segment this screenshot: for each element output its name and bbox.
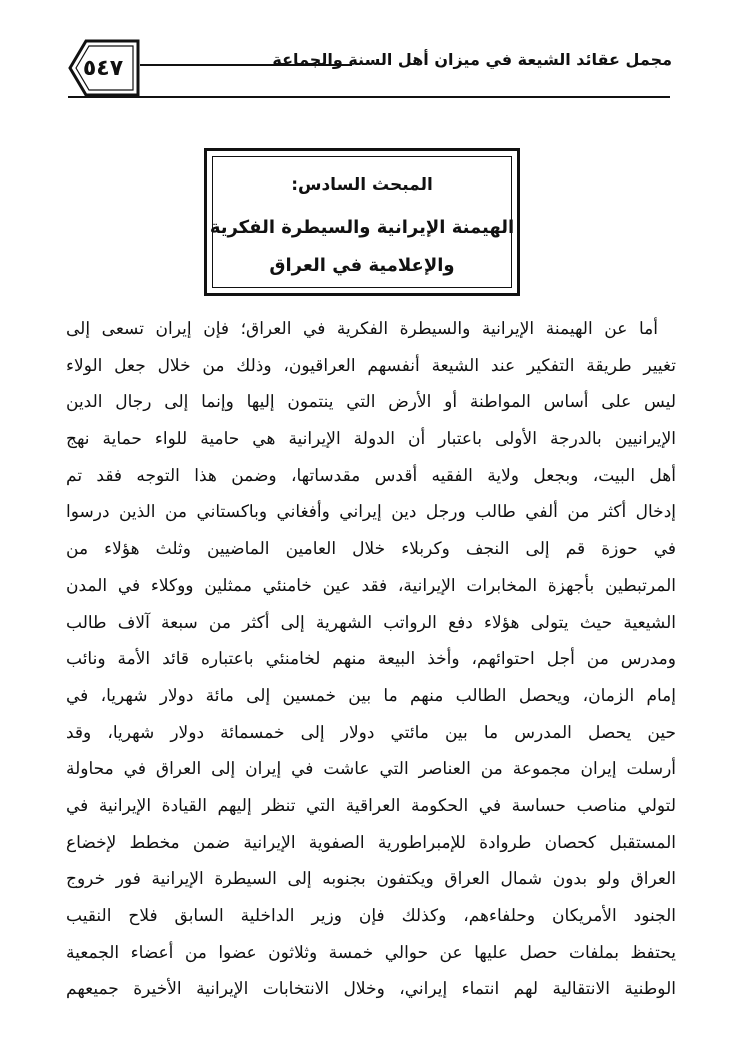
section-heading: المبحث السادس: bbox=[291, 175, 433, 195]
body-line: أرسلت إيران مجموعة من العناصر التي عاشت في إيران إلى العراق في محاولة bbox=[66, 759, 676, 780]
body-line: أهل البيت، وبجعل ولاية الفقيه أقدس مقدساتها، وضمن هذا التوجه فقد تم bbox=[66, 465, 676, 486]
body-line: يحتفظ بملفات حصل عليها عن حوالي خمسة وثلاثون عضوا من أعضاء الجمعية bbox=[66, 942, 676, 963]
body-line: الإيرانيين بالدرجة الأولى باعتبار أن الدولة الإيرانية هي حامية للواء حماية نهج bbox=[66, 429, 676, 450]
body-line: ليس على أساس المواطنة أو الأرض التي ينتمون إليها وإنما إلى رجال الدين bbox=[66, 392, 676, 413]
body-line: إمام الزمان، ويحصل الطالب منهم ما بين خمسين إلى مائة دولار شهريا، في bbox=[66, 685, 676, 706]
body-line: أما عن الهيمنة الإيرانية والسيطرة الفكرية في العراق؛ فإن إيران تسعى إلى bbox=[66, 319, 658, 339]
section-title-line-2: والإعلامية في العراق bbox=[269, 255, 455, 276]
body-line: الجنود الأمريكان وحلفاءهم، وكذلك فإن وزير الداخلية السابق فلاح النقيب bbox=[66, 906, 676, 926]
header-dash-line bbox=[140, 64, 352, 66]
body-line: حين يحصل المدرس ما بين مائتي دولار إلى خمسمائة دولار شهريا، وقد bbox=[66, 722, 676, 743]
body-line: العراق ولو بدون شمال العراق ويكتفون بجنوبه إلى السيطرة الإيرانية فور خروج bbox=[66, 869, 676, 890]
body-line: في حوزة قم إلى النجف وكربلاء خلال العامين الماضيين وثلث هؤلاء من bbox=[66, 539, 676, 560]
section-title-box bbox=[204, 148, 520, 296]
body-line: إدخال أكثر من ألفي طالب ورجل دين إيراني وأفغاني وباكستاني من الذين درسوا bbox=[66, 502, 676, 523]
page-number: ٥٤٧ bbox=[82, 55, 124, 81]
body-line: ومدرس من أجل احتوائهم، وأخذ البيعة منهم لخامنئي باعتباره قائد الأمة ونائب bbox=[66, 649, 676, 670]
body-line: المرتبطين بأجهزة المخابرات الإيرانية، فقد عين خامنئي ممثلين ووكلاء في المدن bbox=[66, 575, 676, 596]
body-line: الوطنية الانتقالية لهم انتماء إيراني، وخلال الانتخابات الإيرانية الأخيرة جميعهم bbox=[66, 979, 676, 1000]
body-line: تغيير طريقة التفكير عند الشيعة أنفسهم العراقيون، وذلك من خلال جعل الولاء bbox=[66, 355, 676, 376]
body-line: لتولي مناصب حساسة في الحكومة العراقية التي تنظر إليهم القيادة الإيرانية في bbox=[66, 795, 676, 816]
section-title-line-1: الهيمنة الإيرانية والسيطرة الفكرية bbox=[209, 217, 515, 238]
body-line: المستقبل كحصان طروادة للإمبراطورية الصفوية الإيرانية ضمن مخطط لإخضاع bbox=[66, 832, 676, 853]
body-paragraph bbox=[66, 311, 676, 1008]
body-line: الشيعية حيث يتولى هؤلاء دفع الرواتب الشهرية إلى أكثر من سبعة آلاف طالب bbox=[66, 612, 676, 633]
page-number-badge bbox=[64, 38, 142, 98]
header-rule bbox=[68, 96, 670, 98]
running-header-title: مجمل عقائد الشيعة في ميزان أهل السنة والجماعة bbox=[272, 50, 672, 69]
